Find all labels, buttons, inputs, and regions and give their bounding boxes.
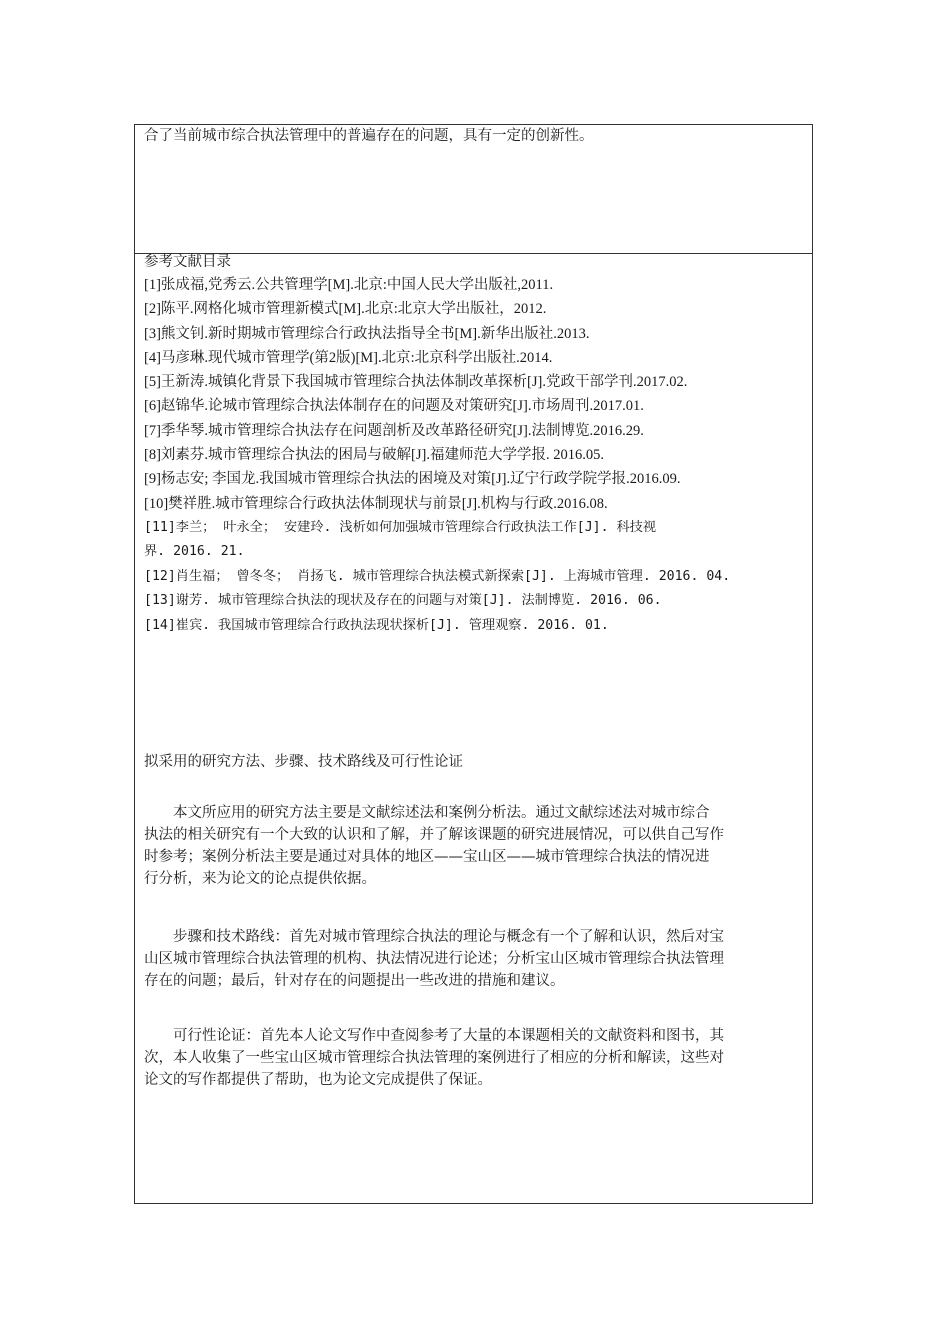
- paragraph-line: 次，本人收集了一些宝山区城市管理综合执法管理的案例进行了相应的分析和解读，这些对: [144, 1050, 724, 1066]
- paragraph-line: 存在的问题；最后，针对存在的问题提出一些改进的措施和建议。: [144, 973, 565, 989]
- reference-item: [12]肖生福； 曾冬冬； 肖扬飞. 城市管理综合执法模式新探索[J]. 上海城市管理. 2016. 04.: [144, 568, 731, 584]
- paragraph-line: 执法的相关研究有一个大致的认识和了解，并了解该课题的研究进展情况，可以供自己写作: [144, 827, 724, 843]
- reference-item: [2]陈平.网格化城市管理新模式[M].北京:北京大学出版社，2012.: [144, 301, 547, 318]
- reference-item: [7]季华琴.城市管理综合执法存在问题剖析及改革路径研究[J].法制博览.2016.29.: [144, 422, 644, 439]
- method-title: 拟采用的研究方法、步骤、技术路线及可行性论证: [144, 754, 463, 770]
- paragraph-line: 山区城市管理综合执法管理的机构、执法情况进行论述；分析宝山区城市管理综合执法管理: [144, 951, 724, 967]
- method-title-block: [144, 751, 804, 773]
- paragraph-line: 时参考；案例分析法主要是通过对具体的地区——宝山区——城市管理综合执法的情况进: [144, 849, 710, 865]
- reference-item: [4]马彦琳.现代城市管理学(第2版)[M].北京:北京科学出版社.2014.: [144, 349, 553, 366]
- paragraph-line: 行分析，来为论文的论点提供依据。: [144, 871, 376, 887]
- proposal-table: [134, 124, 813, 1204]
- reference-item-11-line2: 界. 2016. 21.: [144, 544, 245, 560]
- reference-item: [3]熊文钊.新时期城市管理综合行政执法指导全书[M].新华出版社.2013.: [144, 325, 590, 342]
- reference-item: [1]张成福,党秀云.公共管理学[M].北京:中国人民大学出版社,2011.: [144, 277, 554, 293]
- reference-item: [5]王新涛.城镇化背景下我国城市管理综合执法体制改革探析[J].党政干部学刊.2017.02.: [144, 374, 688, 391]
- reference-item: [8]刘素芬.城市管理综合执法的困局与破解[J].福建师范大学学报. 2016.05.: [144, 447, 604, 464]
- references-cell: [144, 253, 804, 638]
- reference-item: [10]樊祥胜.城市管理综合行政执法体制现状与前景[J].机构与行政.2016.08.: [144, 495, 608, 512]
- paragraph-line: 论文的写作都提供了帮助，也为论文完成提供了保证。: [144, 1072, 492, 1088]
- paragraph-line: 步骤和技术路线：首先对城市管理综合执法的理论与概念有一个了解和认识，然后对宝: [173, 929, 724, 945]
- reference-item: [9]杨志安; 李国龙.我国城市管理综合执法的困境及对策[J].辽宁行政学院学报.2016.09.: [144, 471, 681, 488]
- references-title: 参考文献目录: [144, 254, 231, 270]
- paragraph-line: 可行性论证：首先本人论文写作中查阅参考了大量的本课题相关的文献资料和图书，其: [173, 1028, 724, 1044]
- reference-item-11-line1: [11]李兰； 叶永全； 安建玲. 浅析如何加强城市管理综合行政执法工作[J]. 科技视: [144, 519, 657, 535]
- paragraph-line: 本文所应用的研究方法主要是文献综述法和案例分析法。通过文献综述法对城市综合: [173, 805, 710, 821]
- method-paragraph-2: [144, 926, 804, 992]
- method-paragraph-3: [144, 1025, 804, 1091]
- reference-item: [14]崔宾. 我国城市管理综合行政执法现状探析[J]. 管理观察. 2016. 01.: [144, 617, 609, 633]
- intro-cell: [144, 125, 804, 147]
- reference-item: [6]赵锦华.论城市管理综合执法体制存在的问题及对策研究[J].市场周刊.2017.01.: [144, 398, 644, 415]
- intro-text: 合了当前城市综合执法管理中的普遍存在的问题，具有一定的创新性。: [144, 128, 594, 144]
- reference-item: [13]谢芳. 城市管理综合执法的现状及存在的问题与对策[J]. 法制博览. 2016. 06.: [144, 593, 662, 609]
- method-paragraph-1: [144, 802, 804, 890]
